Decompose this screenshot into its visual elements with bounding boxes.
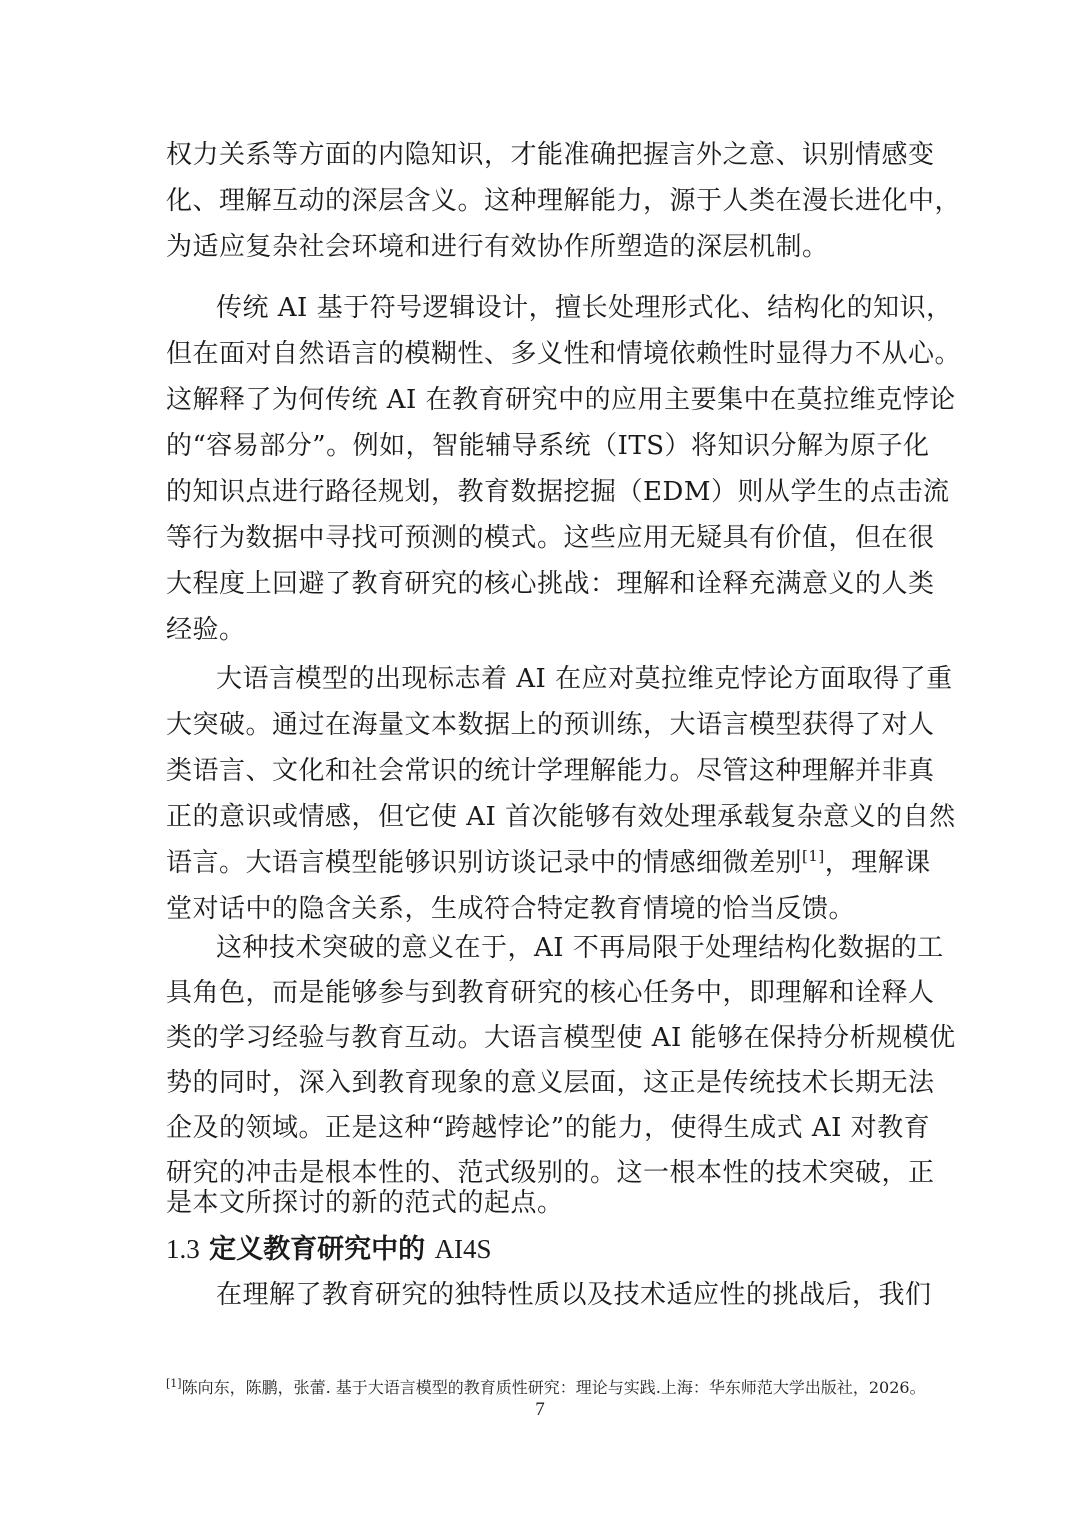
body-line: 传统 AI 基于符号逻辑设计，擅长处理形式化、结构化的知识， xyxy=(216,293,953,323)
body-line: 堂对话中的隐含关系，生成符合特定教育情境的恰当反馈。 xyxy=(166,894,856,924)
body-line: 经验。 xyxy=(166,615,246,645)
body-line-with-footnote xyxy=(166,840,931,886)
body-line: 大语言模型的出现标志着 AI 在应对莫拉维克悖论方面取得了重 xyxy=(216,664,953,694)
body-line: 研究的冲击是根本性的、范式级别的。这一根本性的技术突破，正 xyxy=(166,1158,935,1188)
body-line: 类的学习经验与教育互动。大语言模型使 AI 能够在保持分析规模优 xyxy=(166,1023,956,1053)
body-line: 正的意识或情感，但它使 AI 首次能够有效处理承载复杂意义的自然 xyxy=(166,802,956,832)
footnote-text: 陈向东，陈鹏，张蕾. 基于大语言模型的教育质性研究：理论与实践.上海：华东师范大学出版社，2026。 xyxy=(181,1378,926,1397)
body-line: 类语言、文化和社会常识的统计学理解能力。尽管这种理解并非真 xyxy=(166,756,935,786)
body-line: 大程度上回避了教育研究的核心挑战：理解和诠释充满意义的人类 xyxy=(166,569,935,599)
body-text: 语言。大语言模型能够识别访谈记录中的情感细微差别 xyxy=(166,848,803,878)
body-line: 企及的领域。正是这种“跨越悖论”的能力，使得生成式 AI 对教育 xyxy=(166,1113,931,1143)
body-line: 的“容易部分”。例如，智能辅导系统（ITS）将知识分解为原子化 xyxy=(166,431,930,461)
page-number: 7 xyxy=(535,1399,545,1420)
body-line: 具角色，而是能够参与到教育研究的核心任务中，即理解和诠释人 xyxy=(166,978,935,1008)
body-line: 是本文所探讨的新的范式的起点。 xyxy=(166,1188,564,1218)
body-line: 这解释了为何传统 AI 在教育研究中的应用主要集中在莫拉维克悖论 xyxy=(166,385,956,415)
body-line: 权力关系等方面的内隐知识，才能准确把握言外之意、识别情感变 xyxy=(166,140,935,170)
body-line: 化、理解互动的深层含义。这种理解能力，源于人类在漫长进化中， xyxy=(166,186,962,216)
body-line: 的知识点进行路径规划，教育数据挖掘（EDM）则从学生的点击流 xyxy=(166,477,950,507)
body-line: 大突破。通过在海量文本数据上的预训练，大语言模型获得了对人 xyxy=(166,710,935,740)
section-number: 1.3 xyxy=(166,1234,200,1264)
body-line: 但在面对自然语言的模糊性、多义性和情境依赖性时显得力不从心。 xyxy=(166,339,962,369)
body-line: 等行为数据中寻找可预测的模式。这些应用无疑具有价值，但在很 xyxy=(166,523,935,553)
body-line: 在理解了教育研究的独特性质以及技术适应性的挑战后，我们 xyxy=(216,1280,932,1310)
section-title: 定义教育研究中的 xyxy=(209,1234,426,1265)
body-line: 势的同时，深入到教育现象的意义层面，这正是传统技术长期无法 xyxy=(166,1068,935,1098)
section-title-tail: AI4S xyxy=(434,1234,492,1264)
body-text: ，理解课 xyxy=(824,848,931,878)
footnote-marker: [1] xyxy=(166,1377,182,1390)
section-heading xyxy=(166,1226,492,1273)
footnote-reference[interactable]: [1] xyxy=(802,847,825,865)
footnote xyxy=(166,1376,926,1400)
body-line: 这种技术突破的意义在于，AI 不再局限于处理结构化数据的工 xyxy=(216,933,944,963)
body-line: 为适应复杂社会环境和进行有效协作所塑造的深层机制。 xyxy=(166,232,829,262)
